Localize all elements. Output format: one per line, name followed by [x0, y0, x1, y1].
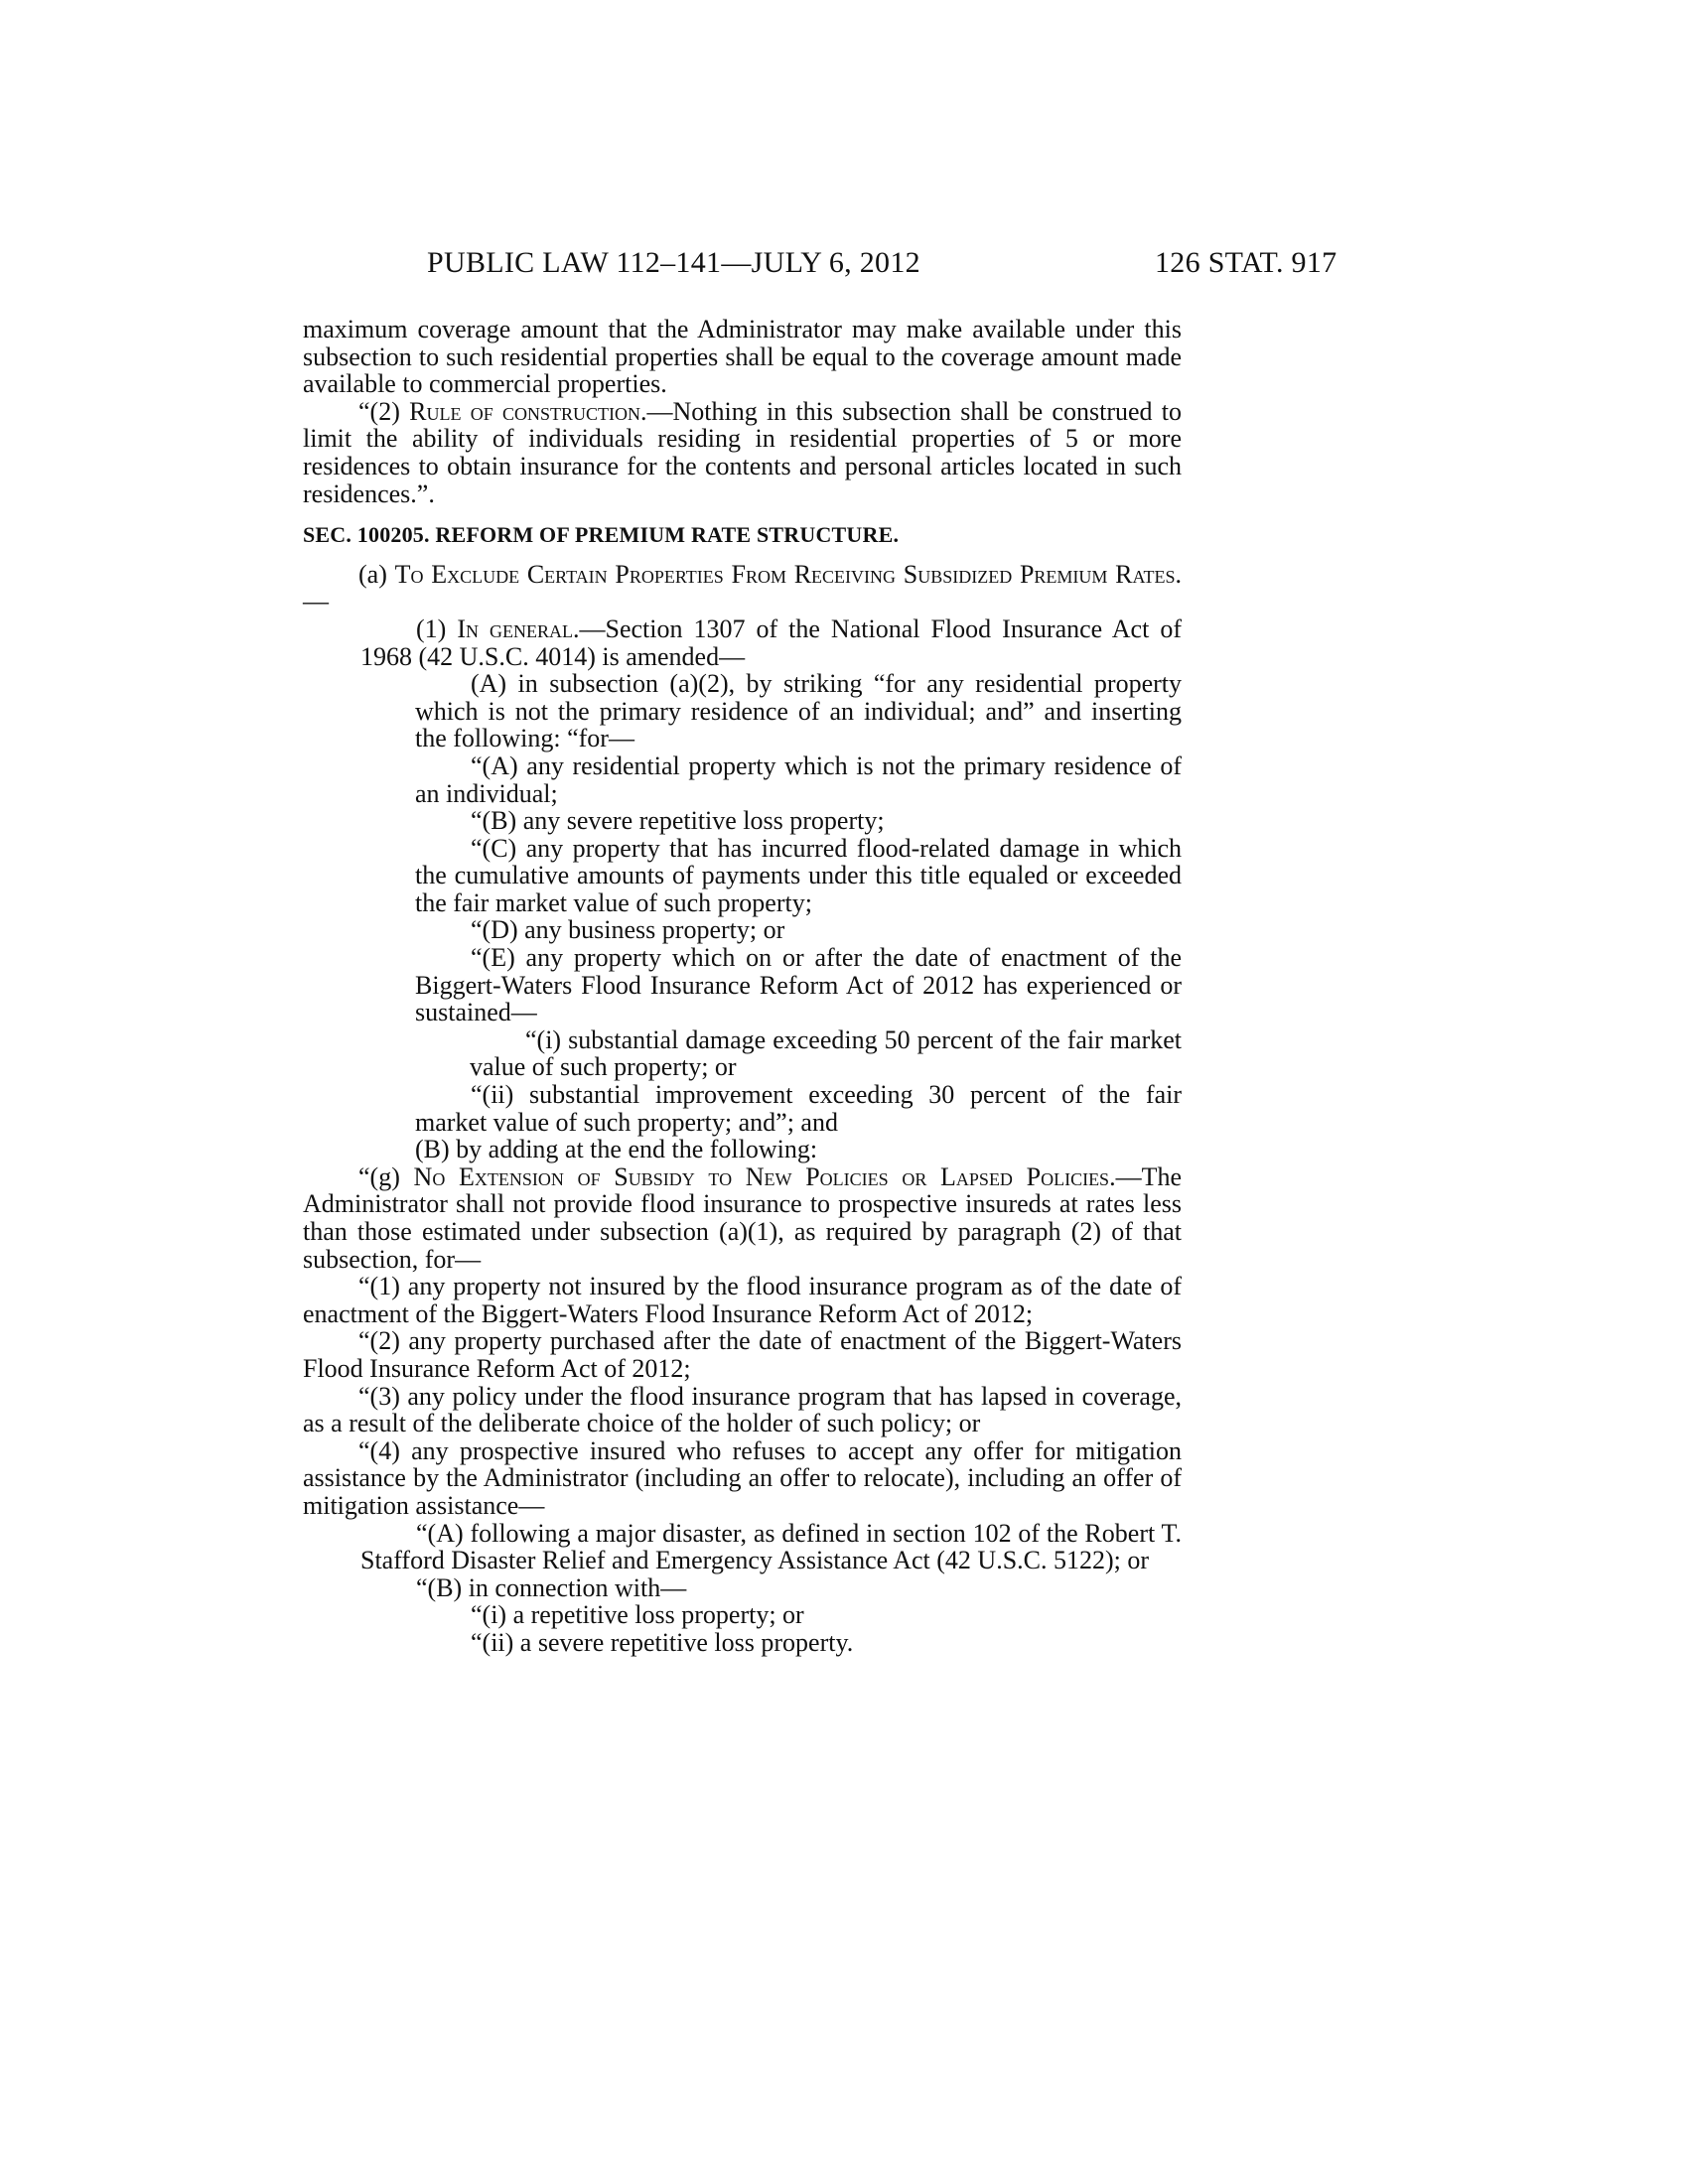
paragraph-number: (1) [416, 614, 447, 643]
quoted-item-a: “(A) any residential property which is not the primary residence of an individual; [415, 751, 1182, 808]
quoted-clause-ii: “(ii) substantial improvement exceeding 30 percent of the fair market value of such property; and”; and [415, 1080, 1182, 1137]
quoted-paragraph-3: “(3) any policy under the flood insurance program that has lapsed in coverage, as a result of the deliberate choice of the holder of such policy; or [303, 1381, 1182, 1438]
paragraph-text: .—Nothing in this subsection shall be construed to limit the ability of individuals residing in residential properties of 5 or more residences to obtain insurance for the contents and personal articles located in such residences.”. [303, 396, 1182, 508]
subsection-heading: No Extension of Subsidy to New Policies or Lapsed Policies [413, 1161, 1110, 1191]
subsection-number: “(g) [358, 1161, 400, 1191]
quoted-item-e: “(E) any property which on or after the date of enactment of the Biggert-Waters Flood Insurance Reform Act of 2012 has experienced or sustained— [415, 943, 1182, 1027]
page-body [303, 316, 1182, 1657]
quoted-subparagraph-b: “(B) in connection with— [416, 1572, 687, 1602]
subsection-heading: To Exclude Certain Properties From Receiving Subsidized Premium Rates [394, 559, 1176, 589]
quoted-item-b: “(B) any severe repetitive loss property; [471, 806, 885, 836]
quoted-paragraph-1: “(1) any property not insured by the flood insurance program as of the date of enactment of the Biggert-Waters Flood Insurance Reform Act of 2012; [303, 1272, 1182, 1328]
quoted-clause-ii: “(ii) a severe repetitive loss property. [471, 1627, 854, 1657]
running-header-law: PUBLIC LAW 112–141—JULY 6, 2012 [427, 246, 920, 279]
quoted-paragraph-2: “(2) any property purchased after the date of enactment of the Biggert-Waters Flood Insurance Reform Act of 2012; [303, 1326, 1182, 1383]
quoted-clause-i: “(i) a repetitive loss property; or [471, 1600, 804, 1630]
subsection-number: (a) [358, 559, 387, 589]
paragraph-heading: In general [457, 614, 573, 643]
section-heading: SEC. 100205. REFORM OF PREMIUM RATE STRUCTURE. [303, 522, 900, 548]
paragraph-continuation: maximum coverage amount that the Administrator may make available under this subsection to such residential properties shall be equal to the coverage amount made available to commercial properties. [303, 315, 1182, 399]
subsection-text: .— [303, 559, 1183, 616]
paragraph-text: .—Section 1307 of the National Flood Insurance Act of 1968 (42 U.S.C. 4014) is amended— [360, 614, 1182, 671]
paragraph-rule-of-construction [303, 398, 1182, 507]
quoted-subparagraph-a: “(A) following a major disaster, as defined in section 102 of the Robert T. Stafford Disaster Relief and Emergency Assistance Act (42 U.S.C. 5122); or [360, 1518, 1182, 1575]
quoted-item-c: “(C) any property that has incurred flood-related damage in which the cumulative amounts of payments under this title equaled or exceeded the fair market value of such property; [415, 833, 1182, 917]
running-header-stat-page: 126 STAT. 917 [1155, 246, 1337, 279]
quoted-item-d: “(D) any business property; or [471, 915, 785, 945]
quoted-subsection-g [303, 1163, 1182, 1273]
paragraph-number: “(2) [358, 396, 400, 426]
subsection-a [303, 561, 1182, 615]
paragraph-heading: Rule of construction [409, 396, 640, 426]
quoted-clause-i: “(i) substantial damage exceeding 50 percent of the fair market value of such property; or [470, 1024, 1182, 1082]
quoted-paragraph-4: “(4) any prospective insured who refuses to accept any offer for mitigation assistance by the Administrator (including an offer to relocate), including an offer of mitigation assistance— [303, 1435, 1182, 1520]
subparagraph-b: (B) by adding at the end the following: [415, 1135, 818, 1164]
paragraph-in-general [303, 615, 1182, 670]
subsection-text: .—The Administrator shall not provide flood insurance to prospective insureds at rates less than those estimated under subsection (a)(1), as required by paragraph (2) of that subsection, for— [303, 1161, 1182, 1274]
subparagraph-a: (A) in subsection (a)(2), by striking “for any residential property which is not the primary residence of an individual; and” and inserting the following: “for— [415, 669, 1182, 753]
